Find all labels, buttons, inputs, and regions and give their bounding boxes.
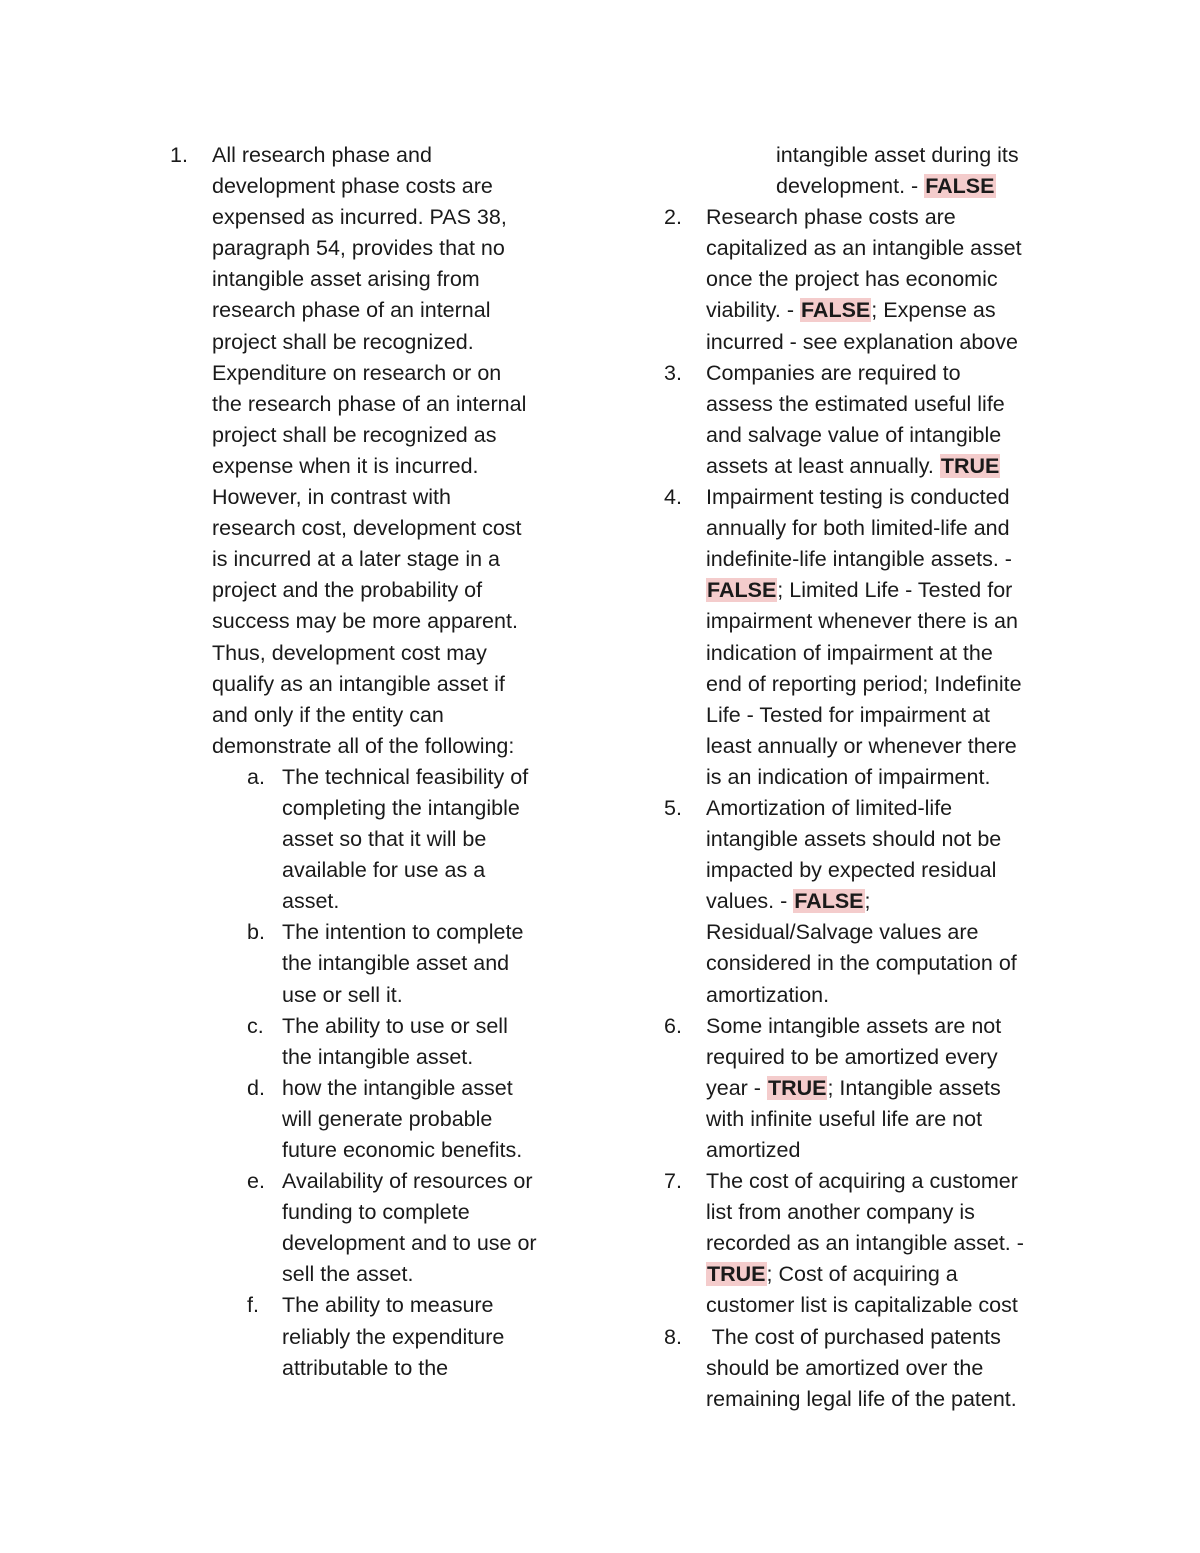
item-number: 7. xyxy=(664,1169,682,1194)
item-number: 8. xyxy=(664,1324,682,1349)
text-line xyxy=(706,1073,1084,1104)
list-item-6 xyxy=(664,1011,1084,1166)
item-number: 2. xyxy=(664,205,682,230)
answer-highlight: FALSE xyxy=(800,298,871,323)
text-line: Impairment testing is conducted xyxy=(706,485,1010,510)
text-line: funding to complete xyxy=(282,1200,470,1225)
text-line xyxy=(706,1259,1084,1290)
text-line: expensed as incurred. PAS 38, xyxy=(212,205,507,230)
sub-list-item xyxy=(170,1011,590,1073)
text-line: indication of impairment at the xyxy=(706,640,993,665)
text-line xyxy=(706,451,1084,482)
text-line: Research phase costs are xyxy=(706,205,956,230)
answer-highlight: FALSE xyxy=(794,889,864,914)
text-line: However, in contrast with xyxy=(212,485,451,510)
text-line: assess the estimated useful life xyxy=(706,391,1005,416)
text-line: research cost, development cost xyxy=(212,516,522,541)
text-span: assets at least annually. xyxy=(706,453,940,478)
text-line: is an indication of impairment. xyxy=(706,764,991,789)
text-span: ; Expense as xyxy=(871,298,996,323)
text-line: use or sell it. xyxy=(282,982,403,1007)
text-line: reliably the expenditure xyxy=(282,1324,505,1349)
text-line: considered in the computation of xyxy=(706,951,1017,976)
text-span: ; Limited Life - Tested for xyxy=(777,578,1013,603)
text-line: project and the probability of xyxy=(212,578,483,603)
sub-list-item xyxy=(170,1073,590,1166)
text-line: Residual/Salvage values are xyxy=(706,920,979,945)
text-line: the research phase of an internal xyxy=(212,391,527,416)
text-line: capitalized as an intangible asset xyxy=(706,236,1022,261)
text-line: future economic benefits. xyxy=(282,1138,523,1162)
list-item-5 xyxy=(664,793,1084,1011)
text-span: ; Cost of acquiring a xyxy=(766,1262,958,1287)
text-line: amortized xyxy=(706,1138,801,1162)
text-line xyxy=(706,295,1084,326)
list-item-8 xyxy=(664,1322,1084,1415)
list-item-1-continuation xyxy=(664,140,1084,202)
text-line: The ability to measure xyxy=(282,1293,494,1318)
answer-highlight: TRUE xyxy=(707,1262,766,1287)
text-line: sell the asset. xyxy=(282,1262,414,1287)
text-line: Expenditure on research or on xyxy=(212,360,502,385)
text-line: attributable to the xyxy=(282,1355,449,1380)
text-line: should be amortized over the xyxy=(706,1355,984,1380)
text-line: amortization. xyxy=(706,982,830,1007)
text-line: intangible asset arising from xyxy=(212,267,480,292)
answer-highlight: TRUE xyxy=(767,1075,827,1100)
text-line: The intention to complete xyxy=(282,920,524,945)
text-line: expense when it is incurred. xyxy=(212,453,479,478)
text-line: is incurred at a later stage in a xyxy=(212,547,501,572)
sub-list-item xyxy=(170,1290,590,1383)
sub-item-letter: e. xyxy=(247,1169,265,1194)
text-line: least annually or whenever there xyxy=(706,733,1017,758)
sub-item-letter: b. xyxy=(247,920,265,945)
text-line: end of reporting period; Indefinite xyxy=(706,671,1022,696)
text-line: success may be more apparent. xyxy=(212,609,518,634)
text-line: The cost of purchased patents xyxy=(706,1324,1001,1349)
text-line: the intangible asset. xyxy=(282,1044,474,1069)
sub-item-letter: d. xyxy=(247,1075,265,1100)
text-line: required to be amortized every xyxy=(706,1044,998,1069)
item-1-text xyxy=(170,140,590,762)
text-line: available for use as a xyxy=(282,858,486,883)
item-number: 1. xyxy=(170,143,188,167)
text-line: project shall be recognized as xyxy=(212,422,497,447)
sub-list-item xyxy=(170,917,590,1010)
text-line: Thus, development cost may xyxy=(212,640,487,665)
text-line: and salvage value of intangible xyxy=(706,422,1002,447)
text-line: the intangible asset and xyxy=(282,951,510,976)
text-span: development. - xyxy=(776,174,925,199)
text-line: Life - Tested for impairment at xyxy=(706,702,991,727)
answer-highlight: TRUE xyxy=(940,453,1000,478)
item-number: 4. xyxy=(664,485,682,510)
text-line: impacted by expected residual xyxy=(706,858,997,883)
answer-highlight: FALSE xyxy=(707,578,777,603)
text-line: project shall be recognized. xyxy=(212,329,474,354)
text-line: impairment whenever there is an xyxy=(706,609,1018,634)
text-line: customer list is capitalizable cost xyxy=(706,1293,1018,1318)
list-item-1 xyxy=(170,140,590,762)
text-line: annually for both limited-life and xyxy=(706,516,1010,541)
item-number: 3. xyxy=(664,360,682,385)
item-number: 5. xyxy=(664,795,682,820)
text-line: recorded as an intangible asset. - xyxy=(706,1231,1024,1256)
text-line xyxy=(706,575,1084,606)
text-line: with infinite useful life are not xyxy=(706,1106,983,1131)
text-line: Availability of resources or xyxy=(282,1169,533,1194)
text-line: demonstrate all of the following: xyxy=(212,733,515,758)
text-span: year - xyxy=(706,1075,767,1100)
text-line: development phase costs are xyxy=(212,174,493,199)
left-column xyxy=(170,140,590,1384)
text-line: completing the intangible xyxy=(282,795,520,820)
text-line: All research phase and xyxy=(212,143,432,167)
sub-item-letter: a. xyxy=(247,764,265,789)
text-line: remaining legal life of the patent. xyxy=(706,1386,1017,1411)
text-line xyxy=(706,886,1084,917)
text-line: qualify as an intangible asset if xyxy=(212,671,505,696)
list-item-4 xyxy=(664,482,1084,793)
list-item-2 xyxy=(664,202,1084,357)
text-line: list from another company is xyxy=(706,1200,975,1225)
text-line: The ability to use or sell xyxy=(282,1013,508,1038)
answer-highlight: FALSE xyxy=(925,174,995,199)
text-line: asset so that it will be xyxy=(282,827,487,852)
text-line xyxy=(776,171,1084,202)
text-line: The technical feasibility of xyxy=(282,764,529,789)
text-line: indefinite-life intangible assets. - xyxy=(706,547,1012,572)
sub-list xyxy=(170,762,590,1384)
text-span: ; Intangible assets xyxy=(827,1075,1001,1100)
text-line: Amortization of limited-life xyxy=(706,795,953,820)
text-line: once the project has economic xyxy=(706,267,998,292)
text-line: asset. xyxy=(282,889,340,914)
text-line: and only if the entity can xyxy=(212,702,444,727)
text-line: development and to use or xyxy=(282,1231,537,1256)
sub-item-letter: f. xyxy=(247,1293,259,1318)
sub-list-item xyxy=(170,1166,590,1290)
right-column xyxy=(664,140,1084,1415)
text-line: incurred - see explanation above xyxy=(706,329,1018,354)
sub-list-item xyxy=(170,762,590,917)
list-item-7 xyxy=(664,1166,1084,1321)
text-span: viability. - xyxy=(706,298,800,323)
item-number: 6. xyxy=(664,1013,682,1038)
text-line: paragraph 54, provides that no xyxy=(212,236,505,261)
text-line: intangible assets should not be xyxy=(706,827,1002,852)
text-span: values. - xyxy=(706,889,794,914)
text-line: how the intangible asset xyxy=(282,1075,513,1100)
text-line: Companies are required to xyxy=(706,360,961,385)
text-line: intangible asset during its xyxy=(776,143,1019,167)
text-line: The cost of acquiring a customer xyxy=(706,1169,1018,1194)
text-line: will generate probable xyxy=(282,1106,493,1131)
sub-item-letter: c. xyxy=(247,1013,264,1038)
list-item-3 xyxy=(664,358,1084,482)
text-span: ; xyxy=(864,889,871,914)
text-line: Some intangible assets are not xyxy=(706,1013,1002,1038)
text-line: research phase of an internal xyxy=(212,298,491,323)
